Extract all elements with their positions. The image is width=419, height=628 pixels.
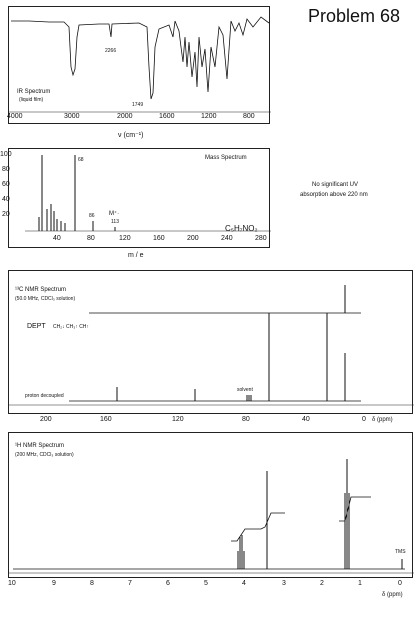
h1-tick-5: 5 (204, 580, 208, 587)
c13-tick-40: 40 (302, 416, 310, 423)
ir-peak-label-2266: 2266 (105, 48, 117, 54)
h1-tms-label: TMS (395, 549, 406, 555)
ir-tick-800: 800 (243, 113, 255, 120)
mass-peak-68: 68 (78, 157, 84, 163)
mass-xtick-80: 80 (87, 235, 95, 242)
h1-tick-1: 1 (358, 580, 362, 587)
h1-tick-10: 10 (8, 580, 16, 587)
h1-tick-6: 6 (166, 580, 170, 587)
uv-note-line2: absorption above 220 nm (300, 192, 368, 198)
mass-xtick-240: 240 (221, 235, 233, 242)
ir-sublabel: (liquid film) (19, 97, 44, 103)
c13-dept-legend: CH₂↓ CH₃↑ CH↑ (53, 324, 89, 330)
c13-nmr-spectrum (9, 271, 414, 415)
mass-xtick-120: 120 (119, 235, 131, 242)
mass-ytick-20: 20 (2, 211, 10, 218)
c13-tick-0: 0 (362, 416, 366, 423)
uv-note-line1: No significant UV (312, 182, 359, 188)
h1-nmr-panel (8, 432, 413, 578)
h1-tick-7: 7 (128, 580, 132, 587)
h1-tick-4: 4 (242, 580, 246, 587)
h1-label: ¹H NMR Spectrum (15, 443, 65, 449)
h1-tick-9: 9 (52, 580, 56, 587)
mass-formula: C₅H₇NO₂ (225, 224, 258, 233)
ir-tick-1200: 1200 (201, 113, 217, 120)
ir-label: IR Spectrum (17, 89, 51, 95)
ir-spectrum-panel (8, 6, 270, 124)
mass-x-axis-label: m / e (128, 252, 144, 259)
h1-tick-3: 3 (282, 580, 286, 587)
mass-spectrum-panel (8, 148, 270, 248)
mass-ytick-100: 100 (0, 151, 12, 158)
c13-label: ¹³C NMR Spectrum (15, 287, 67, 293)
page-title: Problem 68 (308, 6, 401, 26)
mass-ytick-40: 40 (2, 196, 10, 203)
c13-tick-160: 160 (100, 416, 112, 423)
mass-spectrum-bars (9, 149, 271, 249)
mass-peak-86: 86 (89, 213, 95, 219)
c13-nmr-panel (8, 270, 413, 414)
c13-dept-label: DEPT (27, 323, 46, 330)
ir-tick-3000: 3000 (64, 113, 80, 120)
c13-sublabel: (50.0 MHz, CDCl₃ solution) (15, 296, 76, 302)
ir-x-axis-label: ν (cm⁻¹) (118, 132, 144, 139)
ir-peak-label-1749: 1749 (132, 102, 144, 108)
h1-tick-2: 2 (320, 580, 324, 587)
c13-unit: δ (ppm) (372, 417, 393, 423)
mass-title: Mass Spectrum (205, 155, 247, 161)
mass-xtick-40: 40 (53, 235, 61, 242)
h1-sublabel: (200 MHz, CDCl₃ solution) (15, 452, 74, 458)
mass-xtick-160: 160 (153, 235, 165, 242)
mass-peak-113: 113 (111, 219, 119, 225)
ir-tick-1600: 1600 (159, 113, 175, 120)
c13-tick-120: 120 (172, 416, 184, 423)
mass-xtick-280: 280 (255, 235, 267, 242)
mass-ytick-60: 60 (2, 181, 10, 188)
mass-ytick-80: 80 (2, 166, 10, 173)
c13-solvent: solvent (237, 387, 253, 393)
mass-peak-mplus: M⁺· (109, 211, 120, 217)
h1-unit: δ (ppm) (382, 592, 403, 598)
h1-tick-0: 0 (398, 580, 402, 587)
ir-tick-2000: 2000 (117, 113, 133, 120)
c13-tick-200: 200 (40, 416, 52, 423)
c13-tick-80: 80 (242, 416, 250, 423)
mass-xtick-200: 200 (187, 235, 199, 242)
ir-tick-4000: 4000 (7, 113, 23, 120)
h1-tick-8: 8 (90, 580, 94, 587)
c13-proton-decoupled: proton decoupled (25, 393, 64, 399)
